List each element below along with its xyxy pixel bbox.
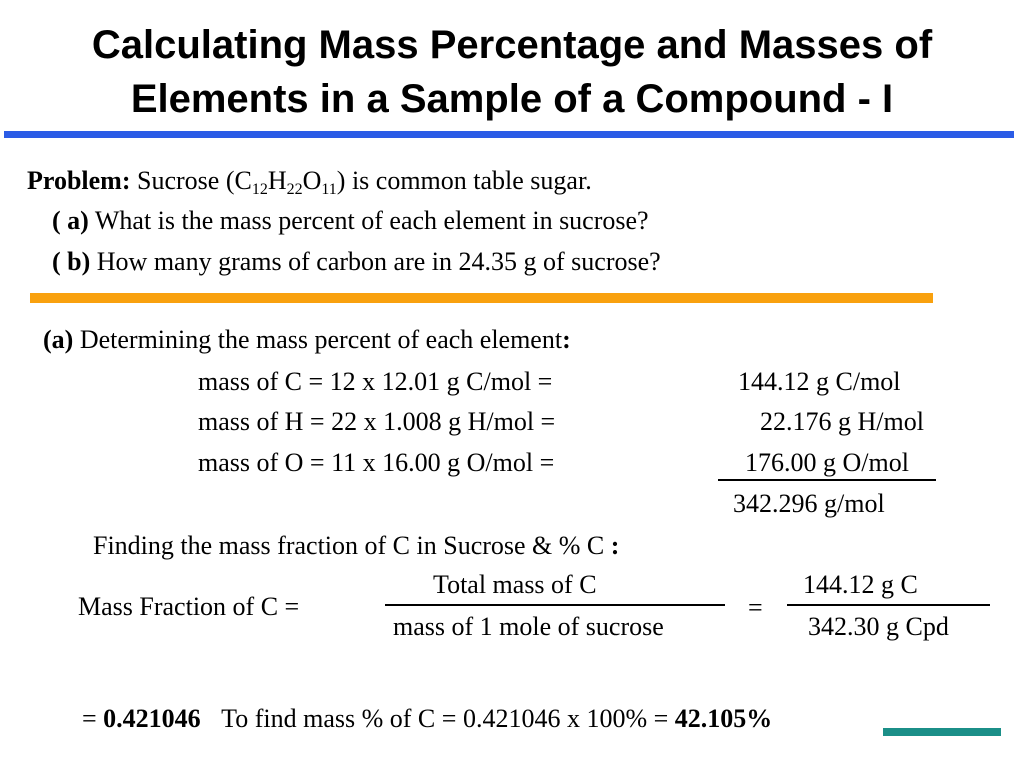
sum-underline	[718, 479, 936, 481]
mass-c-result: 144.12 g C/mol	[738, 367, 901, 396]
percent-calculation-text: To find mass % of C = 0.421046 x 100% =	[221, 704, 669, 733]
mass-percent-carbon: 42.105%	[674, 704, 773, 733]
fraction-2-denominator: 342.30 g Cpd	[808, 612, 949, 641]
part-b-label: ( b)	[52, 247, 91, 276]
slide-title-line-2: Elements in a Sample of a Compound - I	[130, 77, 894, 121]
fraction-2-bar	[787, 604, 990, 606]
solution-a-heading	[43, 325, 571, 355]
subscript-o: 11	[321, 181, 337, 198]
slide-title-line-1: Calculating Mass Percentage and Masses of	[91, 23, 933, 67]
problem-label: Problem:	[27, 166, 131, 195]
fraction-equals: =	[748, 593, 763, 622]
formula-o: O	[302, 166, 322, 195]
part-b-text: How many grams of carbon are in 24.35 g of sucrose?	[96, 247, 661, 276]
fraction-1-numerator: Total mass of C	[433, 570, 597, 599]
solution-a-text: Determining the mass percent of each element	[79, 325, 563, 354]
problem-text-before: Sucrose (C	[137, 166, 252, 195]
problem-part-a	[52, 206, 649, 236]
final-equals: =	[82, 704, 97, 733]
part-a-text: What is the mass percent of each element in sucrose?	[94, 206, 649, 235]
fraction-1-bar	[385, 604, 725, 606]
subscript-h: 22	[286, 181, 303, 198]
problem-statement	[27, 166, 592, 196]
part-a-label: ( a)	[52, 206, 89, 235]
solution-a-label: (a)	[43, 325, 74, 354]
finding-heading	[93, 531, 619, 561]
molar-mass-total: 342.296 g/mol	[733, 489, 885, 518]
problem-text-after: ) is common table sugar.	[336, 166, 592, 195]
fraction-1-denominator: mass of 1 mole of sucrose	[393, 612, 664, 641]
subscript-c: 12	[251, 181, 268, 198]
mass-c-expression: mass of C = 12 x 12.01 g C/mol =	[198, 367, 553, 396]
solution-a-colon: :	[562, 325, 571, 354]
finding-colon: :	[610, 531, 620, 560]
result-highlight-bar	[883, 728, 1001, 736]
problem-part-b	[52, 247, 661, 277]
mass-h-result: 22.176 g H/mol	[760, 407, 924, 436]
mass-h-expression: mass of H = 22 x 1.008 g H/mol =	[198, 407, 556, 436]
section-divider	[30, 293, 933, 303]
fraction-2-numerator: 144.12 g C	[803, 570, 918, 599]
final-result-line	[82, 704, 772, 734]
mass-o-result: 176.00 g O/mol	[745, 448, 909, 477]
formula-h: H	[267, 166, 287, 195]
title-divider	[4, 131, 1014, 138]
mass-o-expression: mass of O = 11 x 16.00 g O/mol =	[198, 448, 555, 477]
mass-fraction-lhs: Mass Fraction of C =	[78, 592, 300, 621]
finding-text: Finding the mass fraction of C in Sucrose & % C	[93, 531, 605, 560]
mass-fraction-value: 0.421046	[103, 704, 201, 733]
